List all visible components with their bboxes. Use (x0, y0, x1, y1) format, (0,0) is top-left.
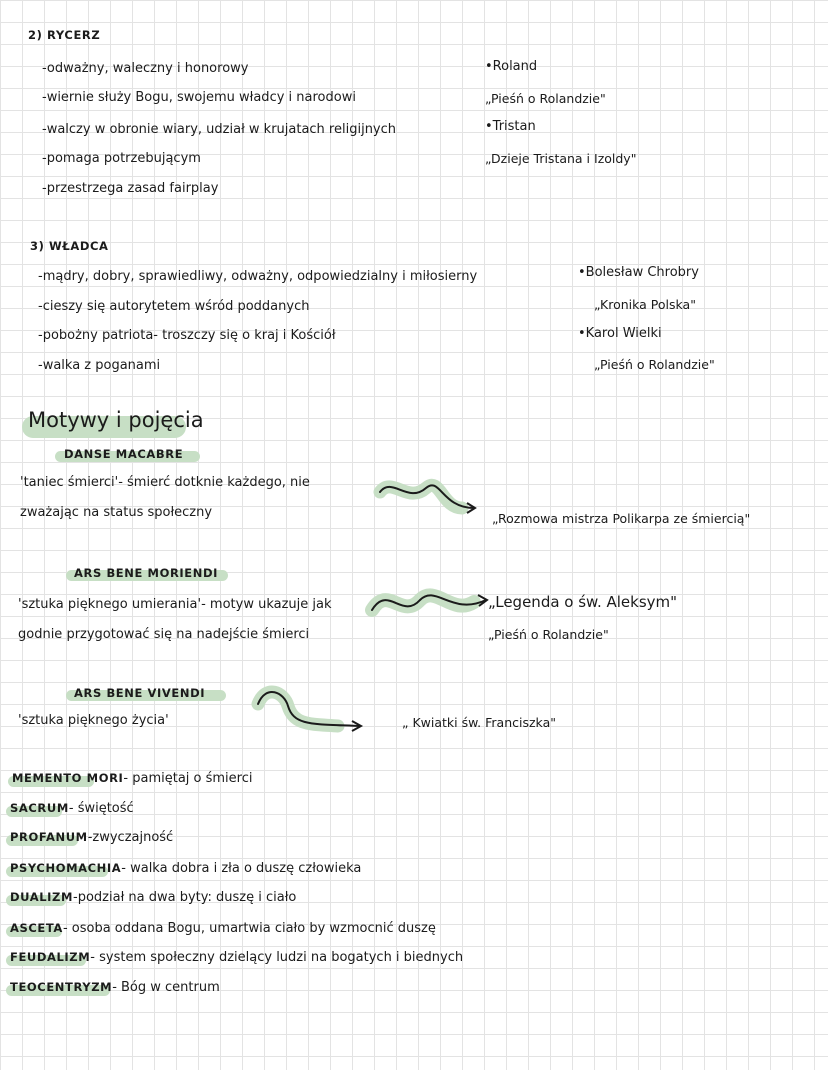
concept-term: DUALIZM (10, 890, 74, 904)
motif-heading: ARS BENE VIVENDI (74, 686, 206, 700)
ruler-heading: 3) WŁADCA (30, 239, 109, 253)
knight-example: •Tristan (485, 119, 536, 134)
concept-term: SACRUM (10, 801, 69, 815)
motif-description: godnie przygotować się na nadejście śmierci (18, 627, 310, 642)
concept-term: FEUDALIZM (10, 950, 91, 964)
knight-example-work: „Pieśń o Rolandzie" (485, 91, 606, 106)
motif-heading: DANSE MACABRE (64, 447, 184, 461)
ruler-trait: -cieszy się autorytetem wśród poddanych (38, 299, 310, 314)
concept-term: PROFANUM (10, 830, 88, 844)
knight-trait: -walczy w obronie wiary, udział w krujatach religijnych (42, 122, 397, 137)
motif-work: „Legenda o św. Aleksym" (488, 593, 678, 611)
section-title: Motywy i pojęcia (28, 408, 204, 432)
motif-heading: ARS BENE MORIENDI (74, 566, 219, 580)
ruler-example: •Karol Wielki (578, 326, 662, 341)
knight-trait: -pomaga potrzebującym (42, 151, 201, 166)
motif-work: „ Kwiatki św. Franciszka" (402, 715, 556, 730)
concept-definition: - system społeczny dzielący ludzi na bogatych i biednych (90, 950, 464, 965)
concept-row (10, 800, 134, 817)
concept-row (10, 979, 220, 996)
motif-description: 'taniec śmierci'- śmierć dotknie każdego, nie (20, 475, 310, 490)
squiggle-arrow-icon (372, 468, 482, 520)
knight-trait: -przestrzega zasad fairplay (42, 181, 219, 196)
concept-term: MEMENTO MORI (12, 771, 124, 785)
knight-trait: -wiernie służy Bogu, swojemu władcy i narodowi (42, 90, 356, 105)
concept-definition: - świętość (68, 801, 134, 816)
squiggle-arrow-icon (364, 582, 494, 626)
knight-heading: 2) RYCERZ (28, 28, 101, 42)
motif-description: 'sztuka pięknego życia' (18, 713, 169, 728)
knight-example-work: „Dzieje Tristana i Izoldy" (485, 151, 637, 166)
ruler-trait: -mądry, dobry, sprawiedliwy, odważny, odpowiedzialny i miłosierny (38, 269, 478, 284)
motif-work: „Pieśń o Rolandzie" (488, 627, 609, 642)
concept-term: PSYCHOMACHIA (10, 861, 122, 875)
motif-description: 'sztuka pięknego umierania'- motyw ukazuje jak (18, 597, 332, 612)
concept-row (10, 949, 463, 966)
concept-row (12, 770, 252, 787)
concept-row (10, 860, 361, 877)
concept-definition: -podział na dwa byty: duszę i ciało (73, 890, 297, 905)
ruler-example-work: „Kronika Polska" (594, 297, 696, 312)
motif-description: zważając na status społeczny (20, 505, 213, 520)
squiggle-arrow-icon (248, 682, 368, 738)
ruler-trait: -walka z poganami (38, 358, 161, 373)
concept-row (10, 920, 436, 937)
concept-row (10, 829, 173, 846)
concept-definition: -zwyczajność (87, 830, 174, 845)
concept-term: ASCETA (10, 921, 63, 935)
knight-trait: -odważny, waleczny i honorowy (42, 61, 249, 76)
concept-definition: - osoba oddana Bogu, umartwia ciało by wzmocnić duszę (62, 921, 436, 936)
ruler-example: •Bolesław Chrobry (578, 265, 699, 280)
knight-example: •Roland (485, 59, 538, 74)
concept-term: TEOCENTRYZM (10, 980, 113, 994)
concept-definition: - pamiętaj o śmierci (123, 771, 253, 786)
concept-definition: - walka dobra i zła o duszę człowieka (121, 861, 362, 876)
ruler-example-work: „Pieśń o Rolandzie" (594, 357, 715, 372)
concept-row (10, 889, 296, 906)
concept-definition: - Bóg w centrum (112, 980, 220, 995)
motif-work: „Rozmowa mistrza Polikarpa ze śmiercią" (492, 511, 751, 526)
ruler-trait: -pobożny patriota- troszczy się o kraj i Kościół (38, 328, 336, 343)
